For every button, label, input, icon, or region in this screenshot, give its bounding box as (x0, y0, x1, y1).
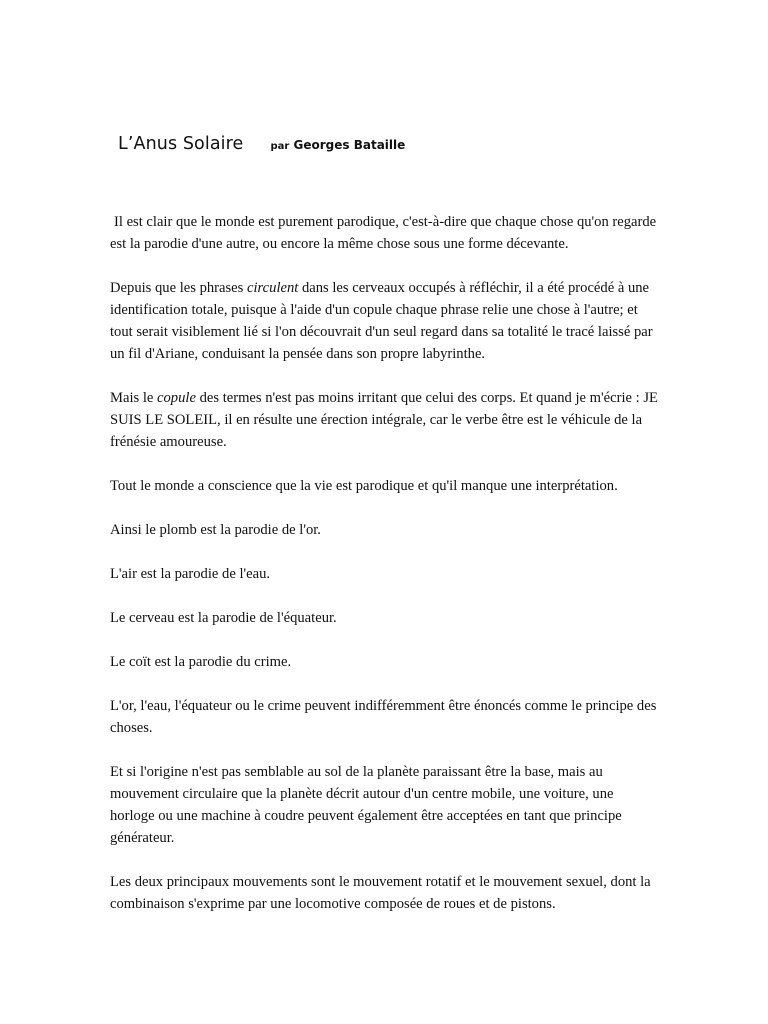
paragraph-10: Et si l'origine n'est pas semblable au sol de la planète paraissant être la base, mais au mouvement circulaire que la planète décrit autour d'un centre mobile, une voiture, une horloge ou une machine à coudre peuvent également être acceptées en tant que principe générateur. (110, 764, 622, 846)
emphasis-circulent: circulent (247, 280, 299, 296)
paragraph-5: Ainsi le plomb est la parodie de l'or. (110, 522, 321, 538)
paragraph-9: L'or, l'eau, l'équateur ou le crime peuvent indifféremment être énoncés comme le principe des choses. (110, 698, 657, 736)
paragraph-1: Il est clair que le monde est purement parodique, c'est-à-dire que chaque chose qu'on regarde est la parodie d'une autre, ou encore la même chose sous une forme décevante. (110, 214, 657, 252)
paragraph-7: Le cerveau est la parodie de l'équateur. (110, 610, 337, 626)
paragraph-11: Les deux principaux mouvements sont le mouvement rotatif et le mouvement sexuel, dont la combinaison s'exprime par une locomotive composée de roues et de pistons. (110, 874, 651, 912)
paragraph-2: Depuis que les phrases circulent dans les cerveaux occupés à réfléchir, il a été procédé à une identification totale, puisque à l'aide d'un copule chaque phrase relie une chose à l'autre; et tout serait visiblement lié si l'on découvrait d'un seul regard dans sa totalité le tracé laissé par un fil d'Ariane, conduisant la pensée dans son propre labyrinthe. (110, 280, 653, 362)
byline-par: par (270, 141, 290, 152)
title-line (118, 134, 405, 154)
paragraph-6: L'air est la parodie de l'eau. (110, 566, 271, 582)
emphasis-copule: copule (157, 390, 196, 406)
document-body (110, 211, 660, 937)
document-title: L’Anus Solaire (118, 134, 244, 154)
byline-author: Georges Bataille (293, 138, 406, 152)
paragraph-4: Tout le monde a conscience que la vie est parodique et qu'il manque une interprétation. (110, 478, 618, 494)
paragraph-8: Le coït est la parodie du crime. (110, 654, 292, 670)
byline (270, 138, 405, 152)
paragraph-3: Mais le copule des termes n'est pas moins irritant que celui des corps. Et quand je m'écrie : JE SUIS LE SOLEIL, il en résulte une érection intégrale, car le verbe être est le véhicule de la frénésie amoureuse. (110, 390, 658, 450)
